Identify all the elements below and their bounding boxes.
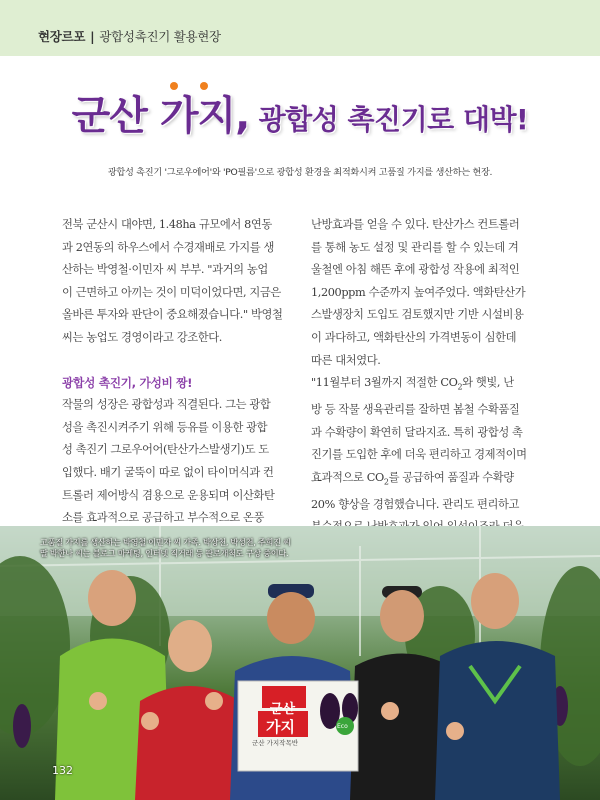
text-line: 를 통해 농도 설정 및 관리를 할 수 있는데 겨 — [311, 240, 519, 254]
photo-caption — [40, 537, 330, 559]
text-line: 울철엔 아침 해뜬 후에 광합성 작용에 최적인 — [311, 263, 520, 277]
text-line: 소를 효과적으로 공급하고 부수적으로 온풍 — [62, 511, 264, 525]
text-line: 씨는 농업도 경영이라고 강조한다. — [62, 330, 222, 344]
left-paragraph-1 — [62, 214, 287, 350]
photo-illustration — [0, 526, 600, 800]
text-line: 입했다. 배기 굴뚝이 따로 없이 타이머식과 컨 — [62, 465, 274, 479]
caption-line: 고품질 가지를 생산하는 박영철·이민자 씨 가족. 박상천, 박성천, 주희진 씨 — [40, 537, 291, 547]
text-line: 작물의 성장은 광합성과 직결된다. 그는 광합 — [62, 398, 271, 412]
text-line: 성 촉진기 그로우어어(탄산가스발생기)도 도 — [62, 443, 269, 457]
text-line: 이 근면하고 아끼는 것이 미덕이었다면, 지금은 — [62, 285, 281, 299]
text-fragment: 를 공급하여 품질과 수확량 — [388, 470, 514, 484]
left-column — [62, 214, 287, 530]
right-paragraph-2 — [311, 372, 536, 539]
text-line: 진기를 도입한 후에 더욱 편리하고 경제적이며 — [311, 448, 527, 462]
text-line — [311, 372, 536, 399]
text-line: 스발생장치 도입도 검토했지만 기반 시설비용 — [311, 308, 524, 322]
page-number: 132 — [52, 764, 73, 777]
subscript: 2 — [383, 477, 389, 487]
text-line: 트롤러 제어방식 겸용으로 운용되며 이산화탄 — [62, 488, 275, 502]
text-fragment: 효과적으로 CO — [311, 470, 384, 484]
text-line: 과 2연동의 하우스에서 수경재배로 가지를 생 — [62, 240, 274, 254]
text-fragment: 와 햇빛, 난 — [462, 376, 514, 390]
text-line: 1,200ppm 수준까지 높여주었다. 액화탄산가 — [311, 285, 526, 299]
text-line: 산하는 박영철·이민자 씨 부부. "과거의 농업 — [62, 263, 268, 277]
text-fragment: "11월부터 3월까지 적절한 CO — [311, 376, 458, 390]
text-line: 방 등 작물 생육관리를 잘하면 봄철 수확품질 — [311, 403, 520, 416]
right-column — [311, 214, 536, 539]
caption-line: 딸 박한나 씨는 블로그 마케팅, 인터넷 직거래 등 판로개척도 구상 중이다. — [40, 548, 289, 558]
header-divider: | — [90, 29, 95, 44]
section-header — [38, 27, 221, 45]
title-sub: 광합성 촉진기로 대박! — [249, 103, 529, 136]
title-main: 군산 가지, — [71, 93, 250, 139]
box-label-group: 군산 가지작목반 — [252, 739, 299, 747]
text-line — [311, 467, 536, 494]
text-line: 이 과다하고, 액화탄산의 가격변동이 심한데 — [311, 330, 517, 344]
text-line: 올바른 투자와 판단이 중요해졌습니다." 박영철 — [62, 308, 283, 322]
text-line: 20% 향상을 경험했습니다. 관리도 편리하고 — [311, 497, 520, 511]
right-paragraph-1 — [311, 214, 536, 372]
article-title — [0, 84, 600, 141]
text-line: 따른 대처였다. — [311, 353, 381, 367]
article-subtitle: 광합성 촉진기 '그로우에어'와 'PO필름'으로 광합성 환경을 최적화시켜 고품질 가지를 생산하는 현장. — [107, 167, 493, 178]
subscript: 2 — [457, 382, 463, 392]
box-label-product: 가지 — [266, 718, 295, 736]
box-label-region: 군산 — [270, 702, 296, 717]
section-subheading: 광합성 촉진기, 가성비 짱! — [62, 375, 193, 390]
text-line: 난방효과를 얻을 수 있다. 탄산가스 컨트롤러 — [311, 218, 520, 231]
text-line: 성을 촉진시켜주기 위해 등유를 이용한 광합 — [62, 420, 268, 434]
family-photo — [0, 526, 600, 800]
section-topic: 광합성촉진기 활용현장 — [99, 29, 221, 44]
left-paragraph-2 — [62, 394, 287, 530]
box-eco-badge: Eco — [337, 723, 348, 730]
text-line: 전북 군산시 대야면, 1.48ha 규모에서 8연동 — [62, 218, 272, 231]
text-line: 과 수확량이 확연히 달라지죠. 특히 광합성 촉 — [311, 425, 523, 439]
section-name: 현장르포 — [38, 29, 86, 44]
